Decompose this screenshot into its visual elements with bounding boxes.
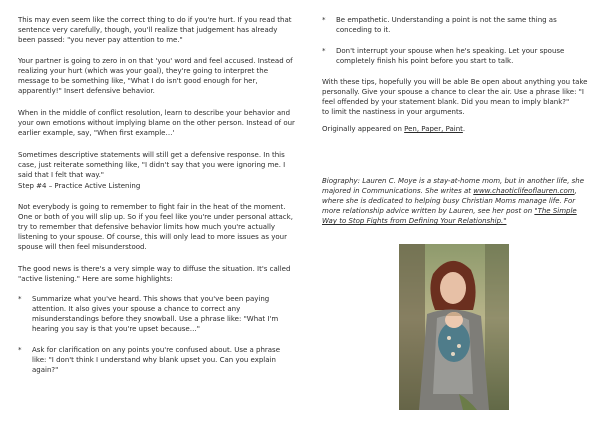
biography: [322, 176, 592, 226]
origin-line: [322, 124, 592, 134]
bullet-marker: *: [322, 16, 326, 24]
origin-suffix: .: [462, 125, 466, 133]
list-item: [322, 15, 592, 35]
paragraph: When in the middle of conflict resolution, learn to describe your behavior and your own emotions without implying blame on the other person. Instead of our earlier example, say, "When first example…': [18, 109, 295, 137]
paragraph: The good news is there's a very simple way to diffuse the situation. It's called "active listening." Here are some highlights:: [18, 265, 291, 283]
list-item: [18, 294, 295, 334]
bullet-marker: *: [322, 47, 326, 55]
origin-prefix: Originally appeared on: [322, 125, 405, 133]
bullet-marker: *: [18, 346, 22, 354]
origin-link[interactable]: Pen, Paper, Paint: [404, 125, 463, 133]
bio-text: , where she is dedicated to helping busy Christian Moms manage life. For more relationship advice written by Lauren, see her post on: [322, 187, 577, 215]
paragraph: With these tips, hopefully you will be able Be open about anything you take personally. Give your spouse a chance to clear the air. Use a phrase like: "I feel offended by your statement blank. Did you mean to imply blank?" to limit the nastiness in your arguments.: [322, 78, 588, 116]
paragraph: Not everybody is going to remember to fight fair in the heat of the moment. One or both of you will slip up. So if you feel like you're under personal attack, try to remember that defensive behavior limits how much you're actually listening to your spouse. Of course, this will only lead to more issues as your spouse will then feel misunderstood.: [18, 203, 293, 251]
step-heading: Step #4 – Practice Active Listening: [18, 182, 141, 190]
tip-text: Summarize what you've heard. This shows that you've been paying attention. It also gives your spouse a chance to correct any misunderstandings before they snowball. Use a phrase like: "What I'm hearing you say is that you're upset because…": [32, 295, 279, 333]
paragraph: Sometimes descriptive statements will still get a defensive response. In this case, just reiterate something like, "I didn't say that you were ignoring me. I said that I felt that way.": [18, 151, 286, 179]
list-item: [322, 46, 592, 66]
author-photo: [399, 244, 509, 410]
bio-website-link[interactable]: www.chaoticlifeoflauren.com: [473, 187, 575, 195]
bio-text: Biography: Lauren C. Moye is a stay-at-home mom, but in another life, she majored in Communications. She writes at: [322, 177, 585, 195]
paragraph: Your partner is going to zero in on that 'you' word and feel accused. Instead of realizing your hurt (which was your goal), they're going to interpret the message to be something like, "What I do isn't good enough for her, apparently!" Insert defensive behavior.: [18, 57, 293, 95]
tip-text: Don't interrupt your spouse when he's speaking. Let your spouse completely finish his point before you start to talk.: [336, 47, 565, 65]
paragraph: This may even seem like the correct thing to do if you're hurt. If you read that sentence very carefully, though, you'll realize that judgement has already been passed: "you never pay attention to me.": [18, 16, 292, 44]
bullet-marker: *: [18, 295, 22, 303]
author-photo-icon: [399, 244, 509, 410]
tip-text: Be empathetic. Understanding a point is not the same thing as conceding to it.: [336, 16, 557, 34]
bio-post-link[interactable]: "The Simple Way to Stop Fights from Defining Your Relationship.": [322, 207, 577, 225]
list-item: [18, 345, 295, 375]
tip-text: Ask for clarification on any points you're confused about. Use a phrase like: "I don't think I understand why blank upset you. Can you explain again?": [32, 346, 281, 374]
